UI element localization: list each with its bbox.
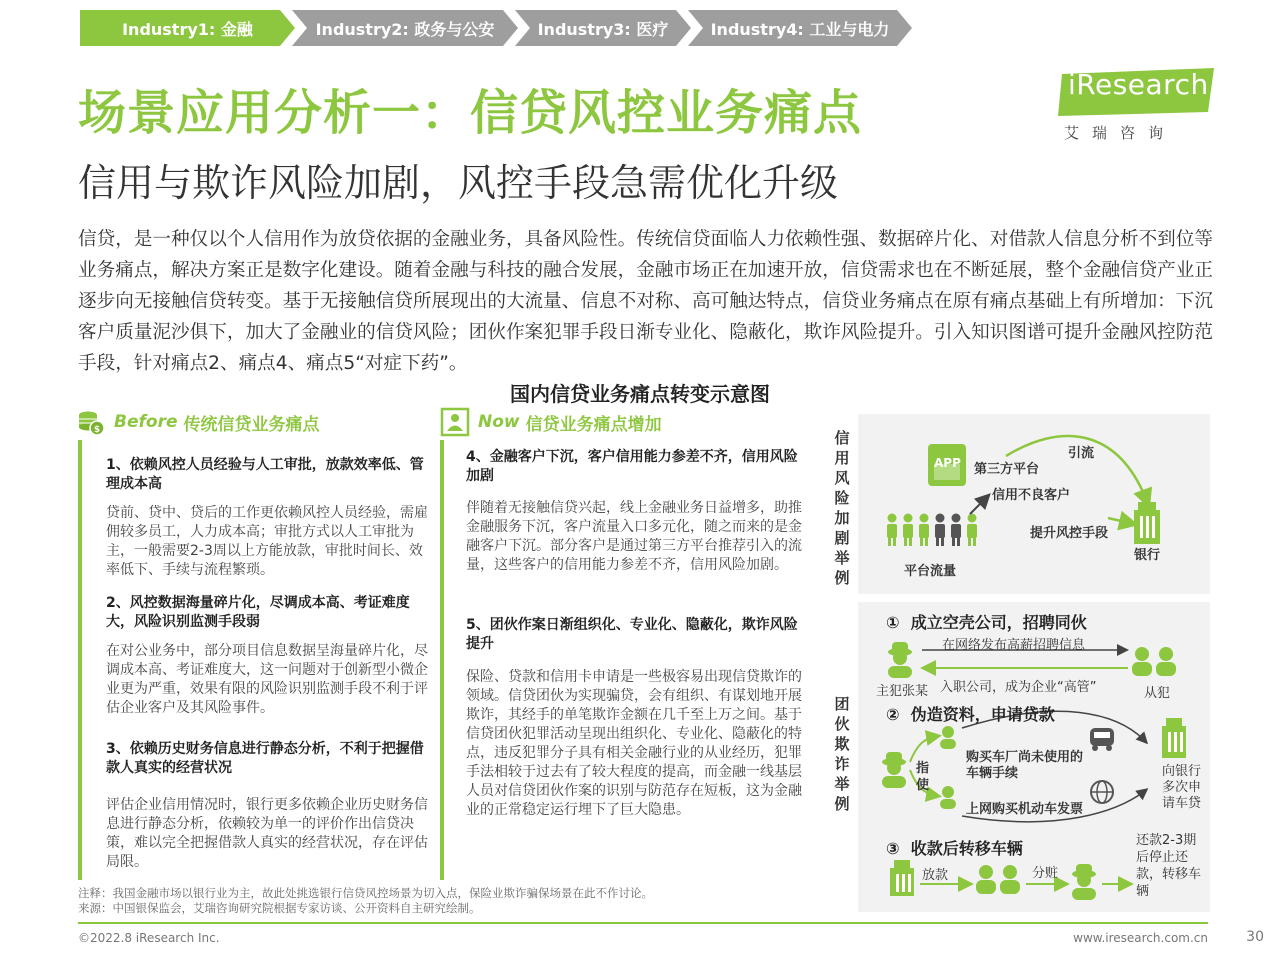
- item-heading: 1、依赖风控人员经验与人工审批，放款效率低、管理成本高: [106, 457, 424, 492]
- bank-building-icon: [1134, 502, 1160, 544]
- receive-label: 放款: [922, 868, 949, 883]
- credit-example-label-text: 信用风险加剧举例: [834, 429, 850, 587]
- bank-building-icon-3: [890, 860, 914, 896]
- apply-loan-label: 向银行多次申请车贷: [1162, 764, 1202, 811]
- platform-flow-label: 平台流量: [904, 564, 957, 579]
- bank-building-icon-2: [1162, 718, 1186, 758]
- before-label: 传统信贷业务痛点: [183, 414, 320, 435]
- fraud-example-label: [830, 694, 854, 814]
- fraud-example-panel: [858, 602, 1210, 912]
- fraud-step-1-title: [886, 610, 1087, 633]
- accomplice-label: 从犯: [1144, 686, 1171, 701]
- before-word: Before: [114, 412, 178, 432]
- tab-industry4[interactable]: [688, 10, 912, 46]
- repay-label: 还款2-3期后停止还款，转移车辆: [1136, 833, 1202, 899]
- footer-divider: [78, 922, 1208, 924]
- now-item-5: [466, 616, 802, 820]
- copyright: ©2022.8 iResearch Inc.: [78, 931, 220, 945]
- car-icon: [1090, 728, 1114, 751]
- website-link[interactable]: www.iresearch.com.cn: [1073, 931, 1208, 945]
- tab-industry3[interactable]: [515, 10, 691, 46]
- publish-label: 在网络发布高薪招聘信息: [942, 638, 1086, 653]
- globe-icon: [1091, 781, 1113, 803]
- logo-name: iResearch: [1068, 68, 1209, 101]
- tab-industry2[interactable]: [292, 10, 518, 46]
- before-header: [76, 406, 319, 438]
- tab-industry3-label: Industry3: 医疗: [537, 19, 669, 39]
- boss-figure-icon: [888, 642, 912, 678]
- boss-figure-icon-3: [1072, 864, 1096, 900]
- item-body: 在对公业务中，部分项目信息数据呈海量碎片化，尽调成本高、考证难度大，这一问题对于创新型小微企业更为严重，效果有限的风险识别监测手段不利于评估企业客户及其风险事件。: [106, 643, 428, 716]
- tab-industry2-label: Industry2: 政务与公安: [315, 19, 495, 39]
- step-title: 收款后转移车辆: [910, 839, 1023, 858]
- step-number: ③: [886, 839, 900, 858]
- source-text: 来源：中国银保监会，艾瑞咨询研究院根据专家访谈、公开资料自主研究绘制。: [78, 901, 481, 915]
- now-word: Now: [478, 412, 520, 432]
- item-heading: 3、依赖历史财务信息进行静态分析，不利于把握借款人真实的经营状况: [106, 741, 424, 776]
- people-icon-gray: [935, 514, 961, 547]
- split-label: 分赃: [1032, 866, 1059, 881]
- page-subtitle: 信用与欺诈风险加剧，风控手段急需优化升级: [78, 161, 839, 205]
- iresearch-logo: [1058, 68, 1218, 148]
- bank-label: 银行: [1134, 548, 1161, 563]
- before-item-2: [106, 594, 430, 718]
- step-title: 成立空壳公司，招聘同伙: [910, 613, 1087, 632]
- accomplice-icon-3: [976, 865, 1020, 894]
- boss-figure-icon-2: [882, 752, 906, 788]
- app-label: APP: [934, 456, 961, 470]
- credit-example-panel: [858, 414, 1210, 594]
- person-board-icon: [440, 407, 470, 437]
- step-number: ①: [886, 613, 900, 632]
- join-label: 入职公司，成为企业“高管”: [940, 680, 1097, 695]
- logo-cn-name: 艾瑞咨询: [1064, 124, 1177, 142]
- item-body: 保险、贷款和信用卡申请是一些极容易出现信贷欺诈的领域。信贷团伙为实现骗贷，会有组织、有谋划地开展欺诈，其经手的单笔欺诈金额在几千至上万之间。基于信贷团伙犯罪活动呈现出组织化、专业化、隐蔽化的特点，违反犯罪分子具有相关金融行业的从业经历，犯罪手法相较于过去有了较大程度的提高，而金融一线基层人员对信贷团伙作案的识别与防范存在短板，这为金融业的正常稳定运行埋下了巨大隐患。: [466, 669, 802, 818]
- credit-example-label: [830, 428, 854, 588]
- fraud-example-label-text: 团伙欺诈举例: [834, 695, 850, 813]
- before-item-3: [106, 740, 430, 872]
- page-title: 场景应用分析一：信贷风控业务痛点: [78, 85, 863, 141]
- item-heading: 2、风控数据海量碎片化，尽调成本高、考证难度大，风险识别监测手段弱: [106, 595, 410, 630]
- step-title: 伪造资料，申请贷款: [910, 705, 1055, 724]
- page-number: 30: [1246, 929, 1264, 945]
- invoice-label: 上网购买机动车发票: [966, 802, 1084, 817]
- bad-customers-label: 信用不良客户: [992, 488, 1071, 503]
- tab-industry1-label: Industry1: 金融: [122, 19, 253, 39]
- svg-text:$: $: [93, 425, 101, 435]
- diagram-title: 国内信贷业务痛点转变示意图: [510, 382, 770, 406]
- item-body: 贷前、贷中、贷后的工作更依赖风控人员经验，需雇佣较多员工，人力成本高；审批方式以人工审批为主，一般需要2-3周以上方能放款，审批时间长、效率低下、手续与流程繁琐。: [106, 505, 428, 578]
- now-label: 信贷业务痛点增加: [525, 414, 662, 435]
- yinliu-label: 引流: [1068, 446, 1095, 461]
- before-divider: [78, 440, 82, 880]
- before-item-1: [106, 456, 430, 580]
- step-number: ②: [886, 705, 900, 724]
- now-divider: [440, 440, 444, 880]
- coins-icon: [76, 407, 106, 437]
- fraud-step-2-title: [886, 702, 1055, 725]
- accomplice-icon-2: [940, 726, 956, 809]
- now-header: [440, 406, 662, 438]
- note-text: 注释：我国金融市场以银行业为主，故此处挑选银行信贷风控场景为切入点，保险业欺诈骗保场景在此不作讨论。: [78, 886, 653, 900]
- item-body: 伴随着无接触信贷兴起，线上金融业务日益增多，助推金融服务下沉，客户流量入口多元化，随之而来的是金融客户下沉。部分客户是通过第三方平台推荐引入的流量，这些客户的信用能力参差不齐，信用风险加剧。: [466, 500, 802, 573]
- now-item-4: [466, 448, 802, 575]
- item-heading: 5、团伙作案日渐组织化、专业化、隐蔽化，欺诈风险提升: [466, 617, 798, 652]
- item-body: 评估企业信用情况时，银行更多依赖企业历史财务信息进行静态分析，依赖较为单一的评价作出信贷决策，难以完全把握借款人真实的经营状况，存在评估局限。: [106, 797, 428, 870]
- boss-label: 主犯张某: [876, 684, 929, 699]
- improve-risk-label: 提升风控手段: [1030, 526, 1109, 541]
- item-heading: 4、金融客户下沉，客户信用能力参差不齐，信用风险加剧: [466, 449, 798, 484]
- intro-paragraph: 信贷，是一种仅以个人信用作为放贷依据的金融业务，具备风险性。传统信贷面临人力依赖性强、数据碎片化、对借款人信息分析不到位等业务痛点，解决方案正是数字化建设。随着金融与科技的融合发展，金融市场正在加速开放，信贷需求也在不断延展，整个金融信贷产业正逐步向无接触信贷转变。基于无接触信贷所展现出的大流量、信息不对称、高可触达特点，信贷业务痛点在原有痛点基础上有所增加：下沉客户质量泥沙俱下，加大了金融业的信贷风险；团伙作案犯罪手段日渐专业化、隐蔽化，欺诈风险提升。引入知识图谱可提升金融风控防范手段，针对痛点2、痛点4、痛点5“对症下药”。: [78, 229, 1213, 374]
- car-doc-label: 购买车厂尚未使用的车辆手续: [966, 750, 1084, 781]
- people-icon-green: [887, 514, 929, 547]
- tab-industry1[interactable]: [80, 10, 295, 46]
- fraud-step-3-title: [886, 836, 1023, 859]
- tab-industry4-label: Industry4: 工业与电力: [710, 19, 890, 39]
- people-icon-green-2: [967, 514, 977, 547]
- third-party-label: 第三方平台: [974, 462, 1040, 477]
- accomplice-icon: [1132, 647, 1176, 676]
- instruct-label: 指使: [916, 761, 930, 793]
- footnotes: [78, 886, 653, 916]
